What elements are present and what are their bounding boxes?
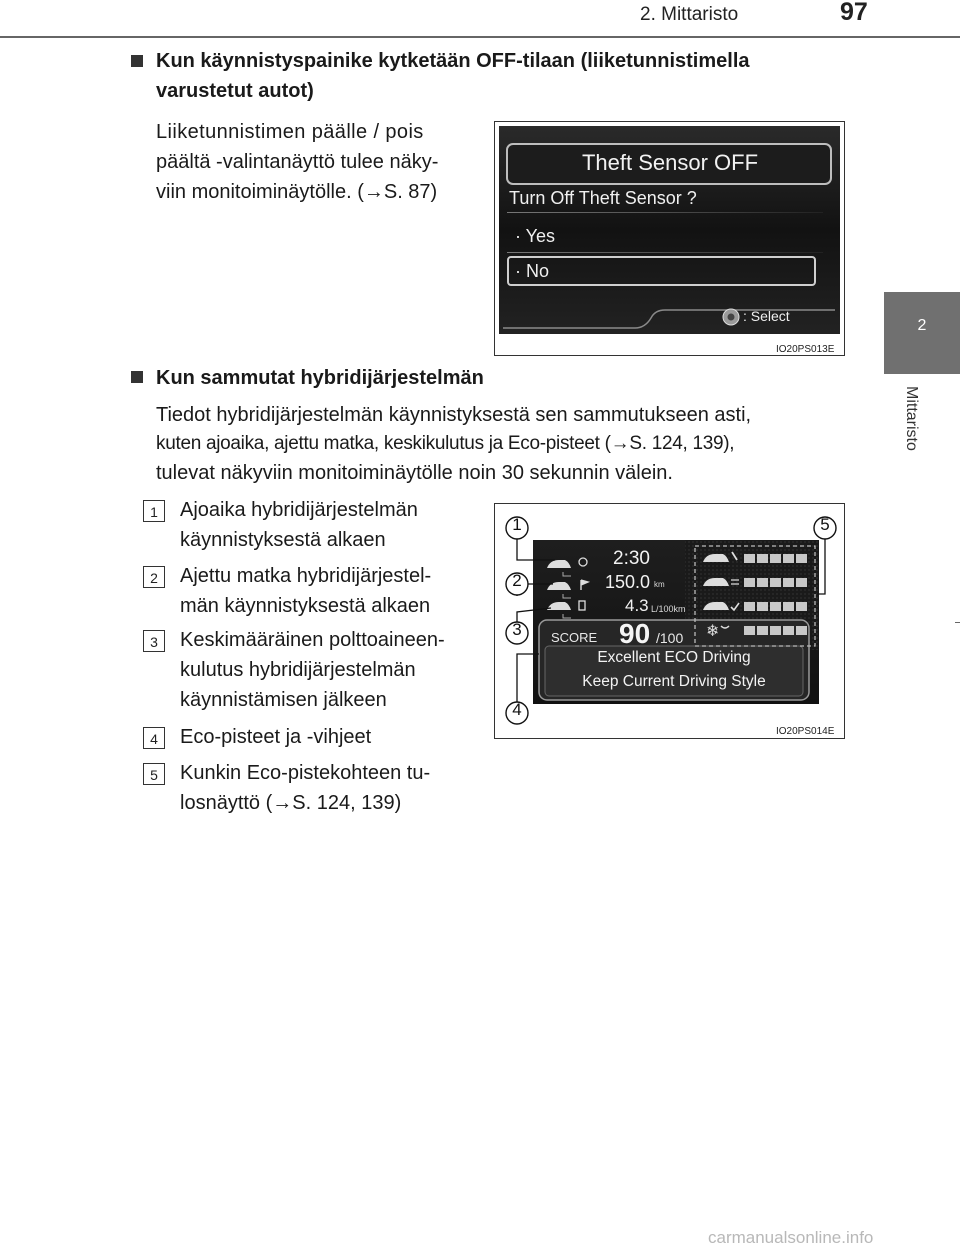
score-max: /100 — [656, 630, 684, 646]
figure-code: IO20PS014E — [776, 726, 835, 737]
trip-time-value: 2:30 — [613, 548, 650, 569]
callout-2: 2 — [512, 571, 522, 590]
section1-heading-line1: Kun käynnistyspainike kytketään OFF-tilaan (liiketunnistimella — [156, 50, 750, 72]
callout-3: 3 — [512, 620, 522, 639]
eco-display-screen — [495, 504, 844, 738]
score-value: 90 — [619, 618, 651, 649]
chapter-label: Mittaristo — [903, 386, 920, 451]
watermark: carmanualsonline.info — [708, 1228, 874, 1247]
item-3-line2: kulutus hybridijärjestelmän — [180, 659, 416, 681]
callout-1: 1 — [512, 515, 522, 534]
figure-eco-display — [494, 503, 845, 739]
section1-body-line1: Liiketunnistimen päälle / pois — [156, 121, 424, 143]
item-3-line3: käynnistämisen jälkeen — [180, 689, 387, 711]
item-5-line1: Kunkin Eco-pistekohteen tu- — [180, 762, 431, 784]
score-label: SCORE — [551, 630, 598, 645]
screen-question: Turn Off Theft Sensor ? — [509, 188, 697, 208]
page-number: 97 — [840, 0, 868, 26]
heading-bullet-icon — [131, 55, 143, 67]
section2-heading: Kun sammutat hybridijärjestelmän — [156, 367, 484, 389]
section1-body-line3: viin monitoiminäytölle. (→S. 87) — [156, 181, 438, 203]
section2-body-line1: Tiedot hybridijärjestelmän käynnistyksestä sen sammutukseen asti, — [156, 404, 752, 426]
section2-body-line2: kuten ajoaika, ajettu matka, keskikulutus ja Eco-pisteet (→S. 124, 139), — [156, 433, 735, 454]
item-2-line2: män käynnistyksestä alkaen — [180, 595, 431, 617]
edge-mark — [955, 622, 960, 623]
item-number-badge: 3 — [143, 630, 165, 652]
section1-body-line2: päältä -valintanäyttö tulee näky- — [156, 151, 439, 173]
svg-text:❄: ❄ — [706, 621, 720, 640]
item-1-line1: Ajoaika hybridijärjestelmän — [180, 499, 418, 521]
figure-code: IO20PS013E — [776, 344, 835, 355]
eco-message-line2: Keep Current Driving Style — [582, 673, 766, 690]
item-2-line1: Ajettu matka hybridijärjestel- — [180, 565, 432, 587]
chapter-tab[interactable] — [884, 292, 960, 374]
trip-consumption-value: 4.3 — [625, 596, 649, 615]
item-number-badge: 5 — [143, 763, 165, 785]
option-no[interactable]: · No — [515, 261, 550, 281]
option-yes[interactable]: · Yes — [515, 226, 556, 246]
callout-4: 4 — [512, 700, 522, 719]
section2-body-line3: tulevat näkyviin monitoiminäytölle noin 30 sekunnin välein. — [156, 462, 673, 484]
figure-theft-sensor — [494, 121, 845, 356]
item-3-line1: Keskimääräinen polttoaineen- — [180, 629, 445, 651]
callout-5: 5 — [820, 515, 830, 534]
item-5-line2: losnäyttö (→S. 124, 139) — [180, 792, 402, 814]
section1-heading-line2: varustetut autot) — [156, 80, 314, 102]
trip-distance-value: 150.0 — [605, 572, 651, 592]
trip-distance-unit: km — [654, 580, 665, 589]
screen-title: Theft Sensor OFF — [581, 150, 759, 175]
item-1-line2: käynnistyksestä alkaen — [180, 529, 386, 551]
item-number-badge: 2 — [143, 566, 165, 588]
item-number-badge: 1 — [143, 500, 165, 522]
select-hint: : Select — [743, 308, 790, 324]
heading-bullet-icon — [131, 371, 143, 383]
chapter-number: 2 — [917, 317, 927, 334]
trip-consumption-unit: L/100km — [651, 604, 686, 614]
item-4-line1: Eco-pisteet ja -vihjeet — [180, 726, 372, 748]
header-divider — [0, 36, 960, 38]
section-title: 2. Mittaristo — [640, 4, 739, 25]
eco-message-line1: Excellent ECO Driving — [597, 649, 751, 666]
item-number-badge: 4 — [143, 727, 165, 749]
